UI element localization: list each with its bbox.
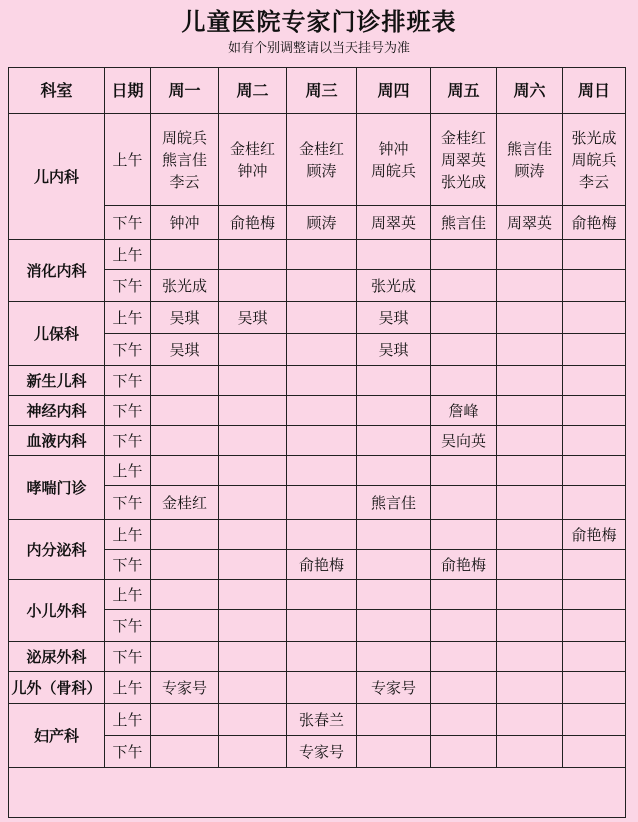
department-name: 新生儿科 <box>9 366 105 396</box>
schedule-cell: 俞艳梅 <box>219 206 287 240</box>
schedule-cell <box>287 580 357 610</box>
department-name: 神经内科 <box>9 396 105 426</box>
period-label: 下午 <box>105 550 151 580</box>
schedule-cell <box>151 396 219 426</box>
schedule-cell: 吴琪 <box>151 334 219 366</box>
schedule-cell <box>497 334 563 366</box>
header-cell: 周二 <box>219 68 287 114</box>
schedule-cell <box>497 456 563 486</box>
period-label: 上午 <box>105 520 151 550</box>
schedule-cell <box>357 456 431 486</box>
schedule-cell <box>151 550 219 580</box>
schedule-row <box>9 240 626 270</box>
schedule-cell <box>151 642 219 672</box>
schedule-cell <box>151 426 219 456</box>
schedule-cell <box>497 302 563 334</box>
doctor-name: 张光成 <box>571 128 617 147</box>
schedule-cell <box>219 550 287 580</box>
department-name: 妇产科 <box>9 704 105 768</box>
schedule-cell <box>431 580 497 610</box>
schedule-cell <box>497 704 563 736</box>
schedule-cell <box>151 580 219 610</box>
schedule-cell <box>287 334 357 366</box>
schedule-cell <box>431 334 497 366</box>
doctor-name: 熊言佳 <box>506 139 552 158</box>
schedule-cell: 顾涛 <box>287 206 357 240</box>
schedule-cell <box>497 550 563 580</box>
doctor-name: 周皖兵 <box>370 161 416 180</box>
schedule-cell <box>151 114 219 206</box>
schedule-cell <box>287 520 357 550</box>
schedule-cell <box>357 396 431 426</box>
header-cell: 周三 <box>287 68 357 114</box>
doctor-name: 熊言佳 <box>161 150 207 169</box>
schedule-cell <box>563 334 626 366</box>
schedule-cell: 周翠英 <box>497 206 563 240</box>
department-name: 儿内科 <box>9 114 105 240</box>
schedule-cell <box>357 114 431 206</box>
schedule-cell <box>563 396 626 426</box>
schedule-cell <box>151 520 219 550</box>
period-label: 上午 <box>105 456 151 486</box>
doctor-name: 金桂红 <box>440 128 486 147</box>
doctor-name: 李云 <box>578 172 609 191</box>
schedule-cell <box>219 580 287 610</box>
schedule-cell <box>563 486 626 520</box>
schedule-cell: 周翠英 <box>357 206 431 240</box>
period-label: 上午 <box>105 672 151 704</box>
schedule-cell: 吴琪 <box>151 302 219 334</box>
schedule-cell <box>563 672 626 704</box>
schedule-cell <box>431 366 497 396</box>
doctor-name: 周翠英 <box>440 150 486 169</box>
schedule-cell <box>287 270 357 302</box>
schedule-cell: 专家号 <box>357 672 431 704</box>
period-label: 下午 <box>105 642 151 672</box>
doctor-name: 周皖兵 <box>161 128 207 147</box>
schedule-cell <box>357 642 431 672</box>
schedule-cell <box>287 366 357 396</box>
schedule-cell <box>431 736 497 768</box>
schedule-cell <box>287 672 357 704</box>
schedule-row <box>9 704 626 736</box>
department-name: 哮喘门诊 <box>9 456 105 520</box>
schedule-cell: 俞艳梅 <box>563 206 626 240</box>
schedule-cell <box>287 240 357 270</box>
header-row <box>9 68 626 114</box>
schedule-cell <box>497 426 563 456</box>
schedule-cell: 熊言佳 <box>431 206 497 240</box>
header-cell: 周一 <box>151 68 219 114</box>
schedule-cell: 俞艳梅 <box>431 550 497 580</box>
doctor-name: 张光成 <box>440 172 486 191</box>
schedule-cell <box>563 642 626 672</box>
schedule-cell <box>497 396 563 426</box>
doctor-name: 金桂红 <box>298 139 344 158</box>
schedule-cell <box>431 704 497 736</box>
period-label: 上午 <box>105 704 151 736</box>
schedule-cell <box>219 366 287 396</box>
schedule-cell: 吴向英 <box>431 426 497 456</box>
schedule-cell: 俞艳梅 <box>287 550 357 580</box>
doctor-name: 李云 <box>169 172 200 191</box>
schedule-cell: 吴琪 <box>219 302 287 334</box>
doctor-name: 钟冲 <box>378 139 409 158</box>
schedule-row <box>9 580 626 610</box>
header-cell: 周四 <box>357 68 431 114</box>
schedule-cell: 张光成 <box>357 270 431 302</box>
period-label: 上午 <box>105 240 151 270</box>
schedule-cell <box>563 456 626 486</box>
schedule-cell <box>497 736 563 768</box>
header-cell: 周五 <box>431 68 497 114</box>
schedule-cell <box>497 270 563 302</box>
schedule-cell <box>287 114 357 206</box>
schedule-cell: 张光成 <box>151 270 219 302</box>
doctor-name: 周皖兵 <box>571 150 617 169</box>
schedule-cell <box>431 114 497 206</box>
schedule-cell <box>431 672 497 704</box>
schedule-cell: 熊言佳 <box>357 486 431 520</box>
schedule-cell <box>219 672 287 704</box>
schedule-row <box>9 302 626 334</box>
schedule-cell <box>431 456 497 486</box>
schedule-cell <box>431 240 497 270</box>
period-label: 下午 <box>105 736 151 768</box>
schedule-cell <box>563 114 626 206</box>
department-name: 儿保科 <box>9 302 105 366</box>
schedule-cell <box>431 520 497 550</box>
schedule-cell <box>497 580 563 610</box>
schedule-cell <box>357 580 431 610</box>
schedule-cell <box>497 486 563 520</box>
schedule-cell <box>497 114 563 206</box>
schedule-cell <box>563 302 626 334</box>
schedule-cell <box>431 642 497 672</box>
department-name: 血液内科 <box>9 426 105 456</box>
schedule-cell <box>563 580 626 610</box>
schedule-cell: 专家号 <box>151 672 219 704</box>
schedule-cell <box>357 704 431 736</box>
department-name: 泌尿外科 <box>9 642 105 672</box>
department-name: 小儿外科 <box>9 580 105 642</box>
schedule-cell <box>497 610 563 642</box>
schedule-cell <box>357 520 431 550</box>
schedule-cell <box>431 610 497 642</box>
schedule-row <box>9 456 626 486</box>
header-cell: 周六 <box>497 68 563 114</box>
schedule-cell <box>563 366 626 396</box>
schedule-cell <box>219 396 287 426</box>
schedule-cell <box>287 642 357 672</box>
schedule-cell <box>563 240 626 270</box>
schedule-cell: 俞艳梅 <box>563 520 626 550</box>
schedule-cell <box>563 270 626 302</box>
department-name: 儿外（骨科） <box>9 672 105 704</box>
period-label: 下午 <box>105 206 151 240</box>
schedule-cell <box>219 520 287 550</box>
schedule-cell <box>563 426 626 456</box>
schedule-cell <box>287 456 357 486</box>
schedule-cell <box>151 456 219 486</box>
blank-row <box>9 768 626 818</box>
doctor-name: 顾涛 <box>306 161 337 180</box>
header-cell: 科室 <box>9 68 105 114</box>
schedule-cell <box>287 486 357 520</box>
schedule-cell: 钟冲 <box>151 206 219 240</box>
schedule-cell <box>431 486 497 520</box>
schedule-cell: 张春兰 <box>287 704 357 736</box>
schedule-cell <box>219 114 287 206</box>
schedule-cell <box>497 642 563 672</box>
schedule-cell <box>357 610 431 642</box>
schedule-row <box>9 396 626 426</box>
department-name: 消化内科 <box>9 240 105 302</box>
schedule-cell <box>219 736 287 768</box>
schedule-table <box>8 67 626 818</box>
period-label: 下午 <box>105 334 151 366</box>
schedule-cell <box>497 520 563 550</box>
blank-cell <box>9 768 626 818</box>
schedule-cell: 詹峰 <box>431 396 497 426</box>
schedule-cell <box>219 610 287 642</box>
schedule-cell <box>563 736 626 768</box>
period-label: 下午 <box>105 610 151 642</box>
schedule-cell <box>431 270 497 302</box>
schedule-cell <box>219 334 287 366</box>
schedule-cell: 金桂红 <box>151 486 219 520</box>
schedule-row <box>9 520 626 550</box>
schedule-cell <box>357 426 431 456</box>
schedule-cell <box>431 302 497 334</box>
schedule-cell <box>563 610 626 642</box>
period-label: 上午 <box>105 302 151 334</box>
schedule-cell <box>219 486 287 520</box>
schedule-row <box>9 366 626 396</box>
header-cell: 日期 <box>105 68 151 114</box>
schedule-cell <box>219 426 287 456</box>
schedule-cell <box>151 704 219 736</box>
schedule-cell <box>357 736 431 768</box>
schedule-cell <box>357 550 431 580</box>
schedule-cell <box>219 704 287 736</box>
schedule-cell <box>287 426 357 456</box>
period-label: 上午 <box>105 114 151 206</box>
schedule-cell <box>497 672 563 704</box>
department-name: 内分泌科 <box>9 520 105 580</box>
schedule-row <box>9 672 626 704</box>
period-label: 上午 <box>105 580 151 610</box>
schedule-cell <box>219 456 287 486</box>
schedule-cell <box>357 240 431 270</box>
doctor-name: 金桂红 <box>229 139 275 158</box>
schedule-cell <box>357 366 431 396</box>
schedule-row <box>9 642 626 672</box>
header-cell: 周日 <box>563 68 626 114</box>
schedule-cell: 专家号 <box>287 736 357 768</box>
schedule-row <box>9 426 626 456</box>
schedule-cell <box>219 240 287 270</box>
period-label: 下午 <box>105 366 151 396</box>
schedule-cell <box>219 642 287 672</box>
doctor-name: 顾涛 <box>514 161 545 180</box>
schedule-cell: 吴琪 <box>357 302 431 334</box>
schedule-cell <box>563 550 626 580</box>
schedule-cell <box>497 366 563 396</box>
page-title: 儿童医院专家门诊排班表 <box>181 8 457 36</box>
period-label: 下午 <box>105 426 151 456</box>
schedule-cell <box>151 736 219 768</box>
period-label: 下午 <box>105 486 151 520</box>
schedule-cell <box>497 240 563 270</box>
schedule-cell <box>563 704 626 736</box>
schedule-cell <box>151 366 219 396</box>
schedule-cell <box>287 396 357 426</box>
schedule-cell <box>219 270 287 302</box>
doctor-name: 钟冲 <box>237 161 268 180</box>
schedule-cell <box>287 302 357 334</box>
schedule-cell: 吴琪 <box>357 334 431 366</box>
schedule-row <box>9 114 626 206</box>
period-label: 下午 <box>105 270 151 302</box>
period-label: 下午 <box>105 396 151 426</box>
schedule-cell <box>151 610 219 642</box>
page-subtitle: 如有个别调整请以当天挂号为准 <box>227 41 410 56</box>
schedule-cell <box>151 240 219 270</box>
schedule-cell <box>287 610 357 642</box>
